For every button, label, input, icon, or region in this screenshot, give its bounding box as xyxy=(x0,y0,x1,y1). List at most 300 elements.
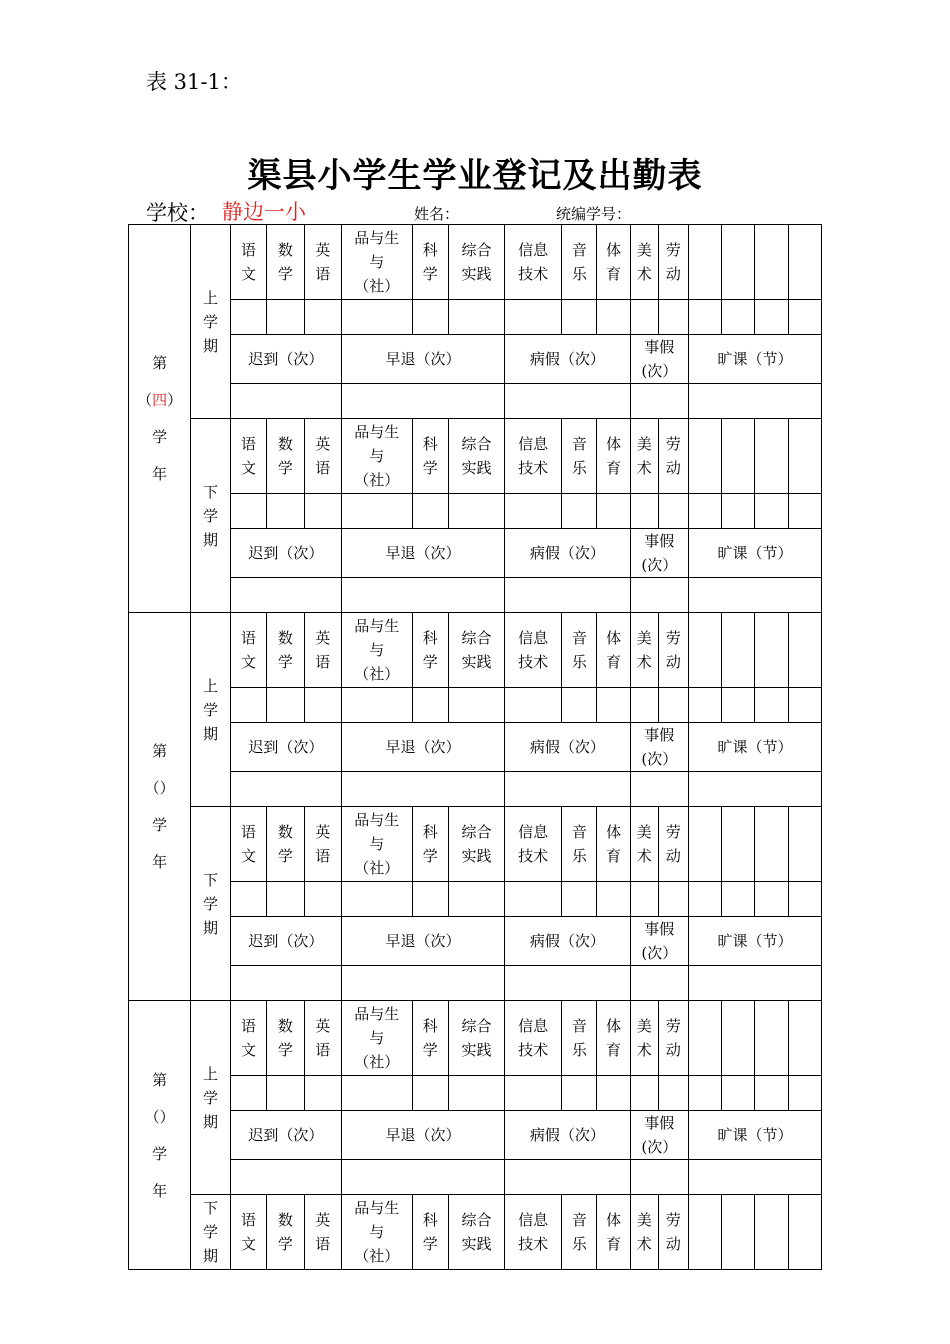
subject-header-4 xyxy=(341,613,412,688)
cell-text-line: 学 xyxy=(422,459,438,477)
grade-entry-cell[interactable] xyxy=(448,494,504,529)
cell-text-line: 动 xyxy=(665,459,681,477)
table-row xyxy=(129,917,822,966)
cell-text-line: 英 xyxy=(315,1211,331,1229)
table-number: 表 31-1： xyxy=(146,70,242,94)
grade-entry-cell[interactable] xyxy=(788,494,821,529)
school-value[interactable]: 静边一小 xyxy=(222,200,306,224)
cell-text-line: 体 xyxy=(606,241,622,259)
grade-entry-cell[interactable] xyxy=(597,300,630,335)
cell-text-line: 科 xyxy=(422,241,438,259)
cell-text-line: 语 xyxy=(315,1235,331,1253)
subject-header-7 xyxy=(505,807,562,882)
cell-text-line: 文 xyxy=(240,459,256,477)
attendance-entry-cell[interactable] xyxy=(630,966,688,1001)
cell-text-line: 乐 xyxy=(571,847,587,865)
cell-text-line: 品与生 xyxy=(354,229,400,247)
grade-entry-cell[interactable] xyxy=(597,494,630,529)
grade-entry-cell[interactable] xyxy=(562,494,597,529)
subject-header-10 xyxy=(630,1001,658,1076)
subject-header-4 xyxy=(341,1195,412,1270)
cell-text-line: （社） xyxy=(354,1247,400,1265)
grade-entry-cell[interactable] xyxy=(267,882,304,917)
term-label xyxy=(191,225,230,419)
cell-text-line: 品与生 xyxy=(354,423,400,441)
subject-header-6 xyxy=(448,1195,504,1270)
subject-header-1 xyxy=(230,1195,266,1270)
cell-text-line: 实践 xyxy=(461,265,492,283)
cell-text-line: 数 xyxy=(277,823,293,841)
cell-text-line: 品与生 xyxy=(354,617,400,635)
subject-header-7 xyxy=(505,1001,562,1076)
cell-text-line: 学 xyxy=(422,847,438,865)
term-char: 期 xyxy=(203,1247,219,1265)
attendance-header-2: 早退（次） xyxy=(341,723,504,772)
term-label xyxy=(191,1195,230,1270)
student-id-label: 统编学号： xyxy=(556,205,632,223)
cell-text-line: 体 xyxy=(606,629,622,647)
grade-entry-cell[interactable] xyxy=(688,300,721,335)
cell-text-line: 文 xyxy=(240,1041,256,1059)
grade-entry-cell[interactable] xyxy=(630,494,658,529)
attendance-header-4: 事假(次） xyxy=(630,529,688,578)
cell-text-line: 与 xyxy=(369,1223,385,1241)
subject-header-3 xyxy=(304,613,341,688)
cell-text-line: 美 xyxy=(636,629,652,647)
table-row xyxy=(129,578,822,613)
grade-entry-cell[interactable] xyxy=(658,688,688,723)
grade-entry-cell[interactable] xyxy=(267,300,304,335)
subject-header-11 xyxy=(658,225,688,300)
cell-text-line: 美 xyxy=(636,435,652,453)
cell-text-line: 育 xyxy=(606,847,622,865)
grade-entry-cell[interactable] xyxy=(505,494,562,529)
attendance-header-4: 事假(次） xyxy=(630,723,688,772)
cell-text-line: 学 xyxy=(277,1041,293,1059)
school-label: 学校： xyxy=(146,201,209,225)
subject-header-9 xyxy=(597,1001,630,1076)
grade-entry-cell[interactable] xyxy=(722,1076,755,1111)
attendance-entry-cell[interactable] xyxy=(341,384,504,419)
cell-text-line: 乐 xyxy=(571,653,587,671)
grade-entry-cell[interactable] xyxy=(505,300,562,335)
cell-text-line: 语 xyxy=(240,435,256,453)
cell-text-line: 文 xyxy=(240,265,256,283)
grade-entry-cell[interactable] xyxy=(630,688,658,723)
grade-entry-cell[interactable] xyxy=(448,688,504,723)
attendance-entry-cell[interactable] xyxy=(630,384,688,419)
cell-text-line: 语 xyxy=(315,1041,331,1059)
cell-text-line: 与 xyxy=(369,1029,385,1047)
subject-header-5 xyxy=(412,419,448,494)
extra-subject-header xyxy=(755,225,788,300)
attendance-entry-cell[interactable] xyxy=(505,772,631,807)
attendance-entry-cell[interactable] xyxy=(230,384,341,419)
cell-text-line: 音 xyxy=(571,823,587,841)
subject-header-8 xyxy=(562,613,597,688)
cell-text-line: 数 xyxy=(277,1017,293,1035)
extra-subject-header xyxy=(722,1195,755,1270)
cell-text-line: 体 xyxy=(606,823,622,841)
cell-text-line: 技术 xyxy=(518,653,549,671)
attendance-entry-cell[interactable] xyxy=(688,772,821,807)
term-char: 期 xyxy=(203,1112,219,1131)
grade-entry-cell[interactable] xyxy=(230,688,266,723)
attendance-entry-cell[interactable] xyxy=(230,966,341,1001)
grade-entry-cell[interactable] xyxy=(688,688,721,723)
year-char-prefix: 第 xyxy=(152,1070,168,1089)
school-year-number[interactable]: 四 xyxy=(152,391,168,409)
extra-subject-header xyxy=(688,807,721,882)
cell-text-line: 信息 xyxy=(518,1017,549,1035)
cell-text-line: 科 xyxy=(422,1211,438,1229)
cell-text-line: 综合 xyxy=(461,1211,492,1229)
cell-text-line: 语 xyxy=(315,653,331,671)
subject-header-6 xyxy=(448,1001,504,1076)
cell-text-line: 音 xyxy=(571,1017,587,1035)
grade-entry-cell[interactable] xyxy=(412,300,448,335)
cell-text-line: 劳 xyxy=(665,435,681,453)
cell-text-line: 育 xyxy=(606,1041,622,1059)
extra-subject-header xyxy=(755,1195,788,1270)
attendance-entry-cell[interactable] xyxy=(505,384,631,419)
attendance-entry-cell[interactable] xyxy=(688,384,821,419)
extra-subject-header xyxy=(788,419,821,494)
cell-text-line: 技术 xyxy=(518,847,549,865)
subject-header-7 xyxy=(505,1195,562,1270)
subject-header-8 xyxy=(562,1001,597,1076)
cell-text-line: 综合 xyxy=(461,629,492,647)
cell-text-line: 科 xyxy=(422,629,438,647)
attendance-entry-cell[interactable] xyxy=(341,578,504,613)
subject-header-9 xyxy=(597,419,630,494)
name-label: 姓名： xyxy=(414,205,460,223)
grade-entry-cell[interactable] xyxy=(230,882,266,917)
grade-entry-cell[interactable] xyxy=(505,882,562,917)
year-number-bracket: （） xyxy=(144,779,175,797)
school-year-label xyxy=(129,225,191,613)
grade-entry-cell[interactable] xyxy=(562,688,597,723)
grade-entry-cell[interactable] xyxy=(562,1076,597,1111)
cell-text-line: 乐 xyxy=(571,1041,587,1059)
attendance-header-5: 旷课（节） xyxy=(688,917,821,966)
cell-text-line: 科 xyxy=(422,1017,438,1035)
attendance-header-1: 迟到（次） xyxy=(230,335,341,384)
grade-entry-cell[interactable] xyxy=(722,688,755,723)
cell-text-line: 动 xyxy=(665,1235,681,1253)
subject-header-10 xyxy=(630,613,658,688)
grade-entry-cell[interactable] xyxy=(448,1076,504,1111)
cell-text-line: 音 xyxy=(571,1211,587,1229)
cell-text-line: 体 xyxy=(606,1211,622,1229)
grade-entry-cell[interactable] xyxy=(304,494,341,529)
table-row xyxy=(129,419,822,494)
attendance-header-4: 事假(次） xyxy=(630,335,688,384)
cell-text-line: 技术 xyxy=(518,265,549,283)
grade-entry-cell[interactable] xyxy=(304,300,341,335)
subject-header-10 xyxy=(630,1195,658,1270)
cell-text-line: 术 xyxy=(636,459,652,477)
cell-text-line: 与 xyxy=(369,447,385,465)
attendance-entry-cell[interactable] xyxy=(630,1160,688,1195)
cell-text-line: 劳 xyxy=(665,1211,681,1229)
cell-text-line: 音 xyxy=(571,435,587,453)
grade-entry-cell[interactable] xyxy=(412,494,448,529)
grade-entry-cell[interactable] xyxy=(341,688,412,723)
grade-entry-cell[interactable] xyxy=(630,300,658,335)
grade-entry-cell[interactable] xyxy=(755,688,788,723)
cell-text-line: 育 xyxy=(606,459,622,477)
subject-header-10 xyxy=(630,225,658,300)
subject-header-5 xyxy=(412,1001,448,1076)
table-row xyxy=(129,1076,822,1111)
cell-text-line: 数 xyxy=(277,435,293,453)
attendance-entry-cell[interactable] xyxy=(688,578,821,613)
cell-text-line: 文 xyxy=(240,1235,256,1253)
term-char: 上 xyxy=(203,288,219,307)
extra-subject-header xyxy=(788,225,821,300)
extra-subject-header xyxy=(688,1195,721,1270)
attendance-header-3: 病假（次） xyxy=(505,529,631,578)
grade-entry-cell[interactable] xyxy=(230,1076,266,1111)
cell-text-line: 英 xyxy=(315,435,331,453)
extra-subject-header xyxy=(722,1001,755,1076)
attendance-entry-cell[interactable] xyxy=(230,578,341,613)
cell-text-line: 科 xyxy=(422,823,438,841)
cell-text-line: 科 xyxy=(422,435,438,453)
cell-text-line: 品与生 xyxy=(354,1199,400,1217)
extra-subject-header xyxy=(722,807,755,882)
subject-header-2 xyxy=(267,1001,304,1076)
cell-text-line: 术 xyxy=(636,847,652,865)
term-char: 学 xyxy=(203,506,219,525)
extra-subject-header xyxy=(722,613,755,688)
attendance-entry-cell[interactable] xyxy=(230,1160,341,1195)
cell-text-line: 语 xyxy=(240,1211,256,1229)
grade-entry-cell[interactable] xyxy=(448,882,504,917)
subject-header-3 xyxy=(304,419,341,494)
grade-entry-cell[interactable] xyxy=(562,300,597,335)
subject-header-1 xyxy=(230,419,266,494)
table-row xyxy=(129,494,822,529)
cell-text-line: 英 xyxy=(315,629,331,647)
grade-entry-cell[interactable] xyxy=(788,882,821,917)
grade-entry-cell[interactable] xyxy=(597,1076,630,1111)
cell-text-line: 与 xyxy=(369,835,385,853)
extra-subject-header xyxy=(755,1001,788,1076)
extra-subject-header xyxy=(755,807,788,882)
cell-text-line: 乐 xyxy=(571,459,587,477)
grade-entry-cell[interactable] xyxy=(448,300,504,335)
term-char: 期 xyxy=(203,336,219,355)
grade-entry-cell[interactable] xyxy=(562,882,597,917)
subject-header-11 xyxy=(658,419,688,494)
term-label xyxy=(191,613,230,807)
cell-text-line: 品与生 xyxy=(354,811,400,829)
subject-header-11 xyxy=(658,1001,688,1076)
grade-entry-cell[interactable] xyxy=(597,882,630,917)
cell-text-line: 语 xyxy=(315,265,331,283)
cell-text-line: 英 xyxy=(315,241,331,259)
term-char: 学 xyxy=(203,894,219,913)
attendance-entry-cell[interactable] xyxy=(630,578,688,613)
attendance-entry-cell[interactable] xyxy=(505,1160,631,1195)
grade-entry-cell[interactable] xyxy=(755,1076,788,1111)
subject-header-4 xyxy=(341,419,412,494)
page-title: 渠县小学生学业登记及出勤表 xyxy=(247,156,703,196)
grade-entry-cell[interactable] xyxy=(230,300,266,335)
grade-entry-cell[interactable] xyxy=(658,300,688,335)
cell-text-line: 术 xyxy=(636,265,652,283)
cell-text-line: 美 xyxy=(636,823,652,841)
grade-entry-cell[interactable] xyxy=(722,300,755,335)
subject-header-8 xyxy=(562,1195,597,1270)
grade-entry-cell[interactable] xyxy=(630,1076,658,1111)
grade-entry-cell[interactable] xyxy=(755,300,788,335)
cell-text-line: 术 xyxy=(636,653,652,671)
attendance-entry-cell[interactable] xyxy=(630,772,688,807)
attendance-entry-cell[interactable] xyxy=(341,1160,504,1195)
subject-header-9 xyxy=(597,1195,630,1270)
grade-entry-cell[interactable] xyxy=(505,688,562,723)
cell-text-line: （社） xyxy=(354,859,400,877)
table-row xyxy=(129,1001,822,1076)
attendance-header-5: 旷课（节） xyxy=(688,529,821,578)
grade-entry-cell[interactable] xyxy=(630,882,658,917)
cell-text-line: 学 xyxy=(277,265,293,283)
table-row xyxy=(129,335,822,384)
cell-text-line: 语 xyxy=(240,241,256,259)
grade-entry-cell[interactable] xyxy=(341,494,412,529)
cell-text-line: 术 xyxy=(636,1235,652,1253)
attendance-header-2: 早退（次） xyxy=(341,335,504,384)
grade-entry-cell[interactable] xyxy=(341,300,412,335)
grade-entry-cell[interactable] xyxy=(341,882,412,917)
cell-text-line: 综合 xyxy=(461,1017,492,1035)
grade-entry-cell[interactable] xyxy=(412,882,448,917)
cell-text-line: 劳 xyxy=(665,241,681,259)
year-number-bracket: （四） xyxy=(137,391,183,409)
grade-entry-cell[interactable] xyxy=(658,494,688,529)
grade-entry-cell[interactable] xyxy=(722,882,755,917)
cell-text-line: 实践 xyxy=(461,1041,492,1059)
cell-text-line: 学 xyxy=(277,847,293,865)
grade-entry-cell[interactable] xyxy=(267,1076,304,1111)
attendance-header-1: 迟到（次） xyxy=(230,917,341,966)
term-char: 期 xyxy=(203,530,219,549)
cell-text-line: 体 xyxy=(606,1017,622,1035)
extra-subject-header xyxy=(788,1001,821,1076)
table-row xyxy=(129,772,822,807)
attendance-entry-cell[interactable] xyxy=(230,772,341,807)
grade-entry-cell[interactable] xyxy=(658,1076,688,1111)
term-char: 期 xyxy=(203,918,219,937)
grade-entry-cell[interactable] xyxy=(267,688,304,723)
cell-text-line: 品与生 xyxy=(354,1005,400,1023)
attendance-entry-cell[interactable] xyxy=(505,578,631,613)
attendance-entry-cell[interactable] xyxy=(505,966,631,1001)
attendance-entry-cell[interactable] xyxy=(341,772,504,807)
cell-text-line: 综合 xyxy=(461,823,492,841)
table-row xyxy=(129,300,822,335)
subject-header-11 xyxy=(658,613,688,688)
grade-entry-cell[interactable] xyxy=(341,1076,412,1111)
cell-text-line: 实践 xyxy=(461,847,492,865)
grade-entry-cell[interactable] xyxy=(688,494,721,529)
term-label xyxy=(191,419,230,613)
grade-entry-cell[interactable] xyxy=(688,1076,721,1111)
table-row xyxy=(129,882,822,917)
term-char: 学 xyxy=(203,1088,219,1107)
grade-entry-cell[interactable] xyxy=(304,1076,341,1111)
subject-header-3 xyxy=(304,807,341,882)
grade-entry-cell[interactable] xyxy=(722,494,755,529)
grade-entry-cell[interactable] xyxy=(304,688,341,723)
grade-entry-cell[interactable] xyxy=(788,300,821,335)
attendance-entry-cell[interactable] xyxy=(688,966,821,1001)
subject-header-8 xyxy=(562,807,597,882)
grade-entry-cell[interactable] xyxy=(267,494,304,529)
grade-entry-cell[interactable] xyxy=(688,882,721,917)
subject-header-10 xyxy=(630,419,658,494)
term-char: 学 xyxy=(203,1223,219,1241)
cell-text-line: （社） xyxy=(354,665,400,683)
table-row xyxy=(129,688,822,723)
grade-entry-cell[interactable] xyxy=(788,1076,821,1111)
cell-text-line: 英 xyxy=(315,823,331,841)
cell-text-line: 学 xyxy=(277,1235,293,1253)
cell-text-line: 学 xyxy=(422,265,438,283)
cell-text-line: 美 xyxy=(636,1211,652,1229)
grade-entry-cell[interactable] xyxy=(304,882,341,917)
grade-entry-cell[interactable] xyxy=(755,494,788,529)
grade-entry-cell[interactable] xyxy=(412,688,448,723)
grade-entry-cell[interactable] xyxy=(597,688,630,723)
grade-entry-cell[interactable] xyxy=(412,1076,448,1111)
subject-header-2 xyxy=(267,419,304,494)
table-row xyxy=(129,613,822,688)
subject-header-1 xyxy=(230,225,266,300)
subject-header-11 xyxy=(658,807,688,882)
table-row xyxy=(129,723,822,772)
cell-text-line: 学 xyxy=(422,653,438,671)
term-char: 学 xyxy=(203,700,219,719)
cell-text-line: 音 xyxy=(571,629,587,647)
cell-text-line: 音 xyxy=(571,241,587,259)
grade-entry-cell[interactable] xyxy=(505,1076,562,1111)
cell-text-line: 育 xyxy=(606,1235,622,1253)
cell-text-line: 学 xyxy=(277,459,293,477)
cell-text-line: 信息 xyxy=(518,1211,549,1229)
table-row xyxy=(129,1195,822,1270)
grade-entry-cell[interactable] xyxy=(788,688,821,723)
cell-text-line: 实践 xyxy=(461,1235,492,1253)
grade-entry-cell[interactable] xyxy=(230,494,266,529)
attendance-entry-cell[interactable] xyxy=(688,1160,821,1195)
subject-header-2 xyxy=(267,225,304,300)
grade-entry-cell[interactable] xyxy=(658,882,688,917)
attendance-entry-cell[interactable] xyxy=(341,966,504,1001)
cell-text-line: 技术 xyxy=(518,1041,549,1059)
subject-header-5 xyxy=(412,613,448,688)
attendance-header-3: 病假（次） xyxy=(505,335,631,384)
term-char: 下 xyxy=(203,870,219,889)
cell-text-line: 英 xyxy=(315,1017,331,1035)
subject-header-4 xyxy=(341,1001,412,1076)
grade-entry-cell[interactable] xyxy=(755,882,788,917)
cell-text-line: 乐 xyxy=(571,1235,587,1253)
subject-header-7 xyxy=(505,613,562,688)
